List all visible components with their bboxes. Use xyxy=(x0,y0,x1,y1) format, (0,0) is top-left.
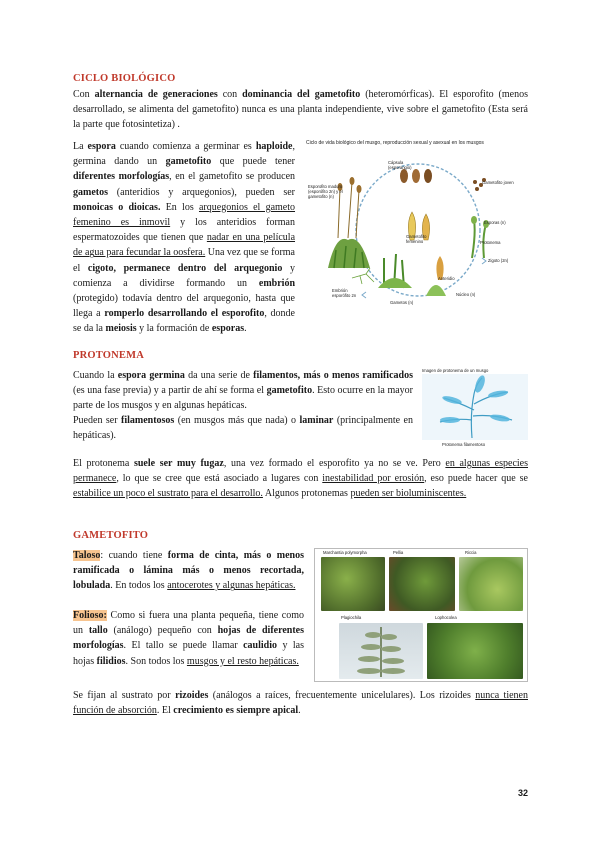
protonema-paragraph-2 xyxy=(73,413,413,443)
text-run: crecimiento es siempre apical xyxy=(173,705,299,717)
text-run: (análogos a raíces, frecuentemente unicelulares). Los rizoides xyxy=(208,690,476,701)
text-run: Folioso: xyxy=(73,610,107,621)
ciclo-body-paragraph xyxy=(73,139,295,337)
text-run: : cuando tiene xyxy=(100,550,168,561)
text-run: y las hojas xyxy=(73,640,304,667)
text-run: Taloso xyxy=(73,550,101,561)
text-run: Con xyxy=(73,89,95,100)
photo-caption: Riccia xyxy=(465,550,477,555)
text-run: musgos y el resto hepáticas. xyxy=(186,655,299,667)
text-run: Una vez que se forma el xyxy=(73,247,295,274)
gametophyte-photos xyxy=(314,548,528,682)
text-run: embrión xyxy=(258,277,295,289)
diagram-label: Zigoto (2n) xyxy=(488,258,509,263)
text-run: pueden ser bioluminiscentes. xyxy=(350,488,467,500)
text-run: espora germina xyxy=(117,370,185,381)
section-heading-ciclo: CICLO BIOLÓGICO xyxy=(73,73,176,84)
section-heading-protonema: PROTONEMA xyxy=(73,350,145,361)
photo-caption: Lophocolea xyxy=(435,615,457,620)
text-run: nunca tienen función de absorción xyxy=(73,690,528,717)
text-run: . Esto ocurre en la mayor parte de los musgos y en algunas hepáticas. xyxy=(73,385,413,412)
text-run: estabilice un poco el sustrato para el desarrollo. xyxy=(73,488,263,500)
text-run: . En todos los xyxy=(110,580,168,592)
ciclo-intro-paragraph xyxy=(73,87,528,133)
text-run: monoicas o dioicas. xyxy=(73,201,161,213)
text-run: rizoides xyxy=(175,690,209,701)
text-run: (es una fase previa) y a partir de ahí se forma el xyxy=(73,385,267,397)
text-run: romperlo desarrollando el esporofito xyxy=(104,308,265,320)
text-run: . El xyxy=(156,705,174,717)
leafy-photo-1 xyxy=(339,623,423,679)
text-run: . xyxy=(244,323,247,335)
thallose-photo-1 xyxy=(321,557,385,611)
text-run: , lo que se cree que está asociado a lugares con xyxy=(116,473,323,485)
text-run: que puede tener xyxy=(211,156,295,168)
text-run: y la formación de xyxy=(136,323,212,335)
leafy-plant-drawing xyxy=(339,623,423,679)
rizoides-paragraph xyxy=(73,688,528,718)
text-run: tallo xyxy=(88,625,108,637)
text-run: , en el gametofito se producen xyxy=(169,171,296,183)
text-run: , donde se da la xyxy=(73,308,295,335)
thallose-photo-2 xyxy=(389,557,455,611)
protonema-caption-top: Imagen de protonema de un musgo xyxy=(422,368,489,373)
text-run: cuando comienza a germinar es xyxy=(115,141,256,152)
text-run: cigoto, permanece dentro del arquegonio xyxy=(87,262,283,274)
text-run: Cuando la xyxy=(73,370,118,381)
text-run: . El tallo se puede llamar xyxy=(123,640,244,652)
text-run: filidios xyxy=(96,655,126,667)
text-run: (análogo) pequeño con xyxy=(107,625,218,637)
text-run: nadar en una película de agua para fecundar la oosfera. xyxy=(73,232,296,259)
diagram-label: Anteridio xyxy=(438,276,455,281)
text-run: Como si fuera una planta pequeña, tiene como un xyxy=(73,610,304,637)
diagram-label: Protonema xyxy=(480,240,501,245)
text-run: antocerotes y algunas hepáticas. xyxy=(167,580,296,592)
text-run: (protegido) todavía dentro del arquegonio, hasta que llega a xyxy=(73,293,295,320)
text-run: filamentosos xyxy=(120,415,175,426)
protonema-photo xyxy=(422,368,528,448)
text-run: forma de cinta, más o menos ramificada o lámina más o menos recortada, lobulada xyxy=(73,550,304,592)
text-run: Pueden ser xyxy=(73,415,121,426)
section-heading-gametofito: GAMETOFITO xyxy=(73,530,149,541)
text-run: alternancia de generaciones xyxy=(94,89,218,100)
photo-caption: Marchantia polymorpha xyxy=(323,550,367,555)
text-run: . xyxy=(298,705,301,717)
diagram-label: Gametofito joven xyxy=(482,180,514,185)
text-run: , germina dando un xyxy=(73,141,295,168)
text-run: , eso puede hacer que se xyxy=(424,473,528,485)
text-run: gametos xyxy=(73,186,108,198)
thallose-photo-3 xyxy=(459,557,523,611)
moss-life-cycle-diagram xyxy=(306,140,528,312)
text-run: gametofito xyxy=(266,385,313,397)
text-run: hojas de diferentes morfologías xyxy=(73,625,305,652)
text-run: inestabilidad por erosión xyxy=(322,473,425,485)
text-run: con xyxy=(217,89,243,100)
text-run: La xyxy=(73,141,88,152)
diagram-title: Ciclo de vida biológico del musgo, reproducción sexual y asexual en los musgos xyxy=(306,140,484,146)
text-run: . Son todos los xyxy=(125,655,187,667)
text-run: suele ser muy fugaz xyxy=(133,458,224,469)
text-run: da una serie de xyxy=(184,370,254,381)
text-run: arquegonios el gameto femenino es inmovil xyxy=(73,201,296,229)
photo-caption: Pellia xyxy=(393,550,404,555)
protonema-paragraph-1 xyxy=(73,368,413,414)
protonema-caption-bottom: Protonema filamentoso xyxy=(442,442,486,447)
page-number: 32 xyxy=(517,788,528,798)
text-run: (principalmente en hepáticas). xyxy=(73,415,413,442)
text-run: laminar xyxy=(299,415,334,426)
text-run: haploide xyxy=(255,141,293,152)
text-run: Algunos protonemas xyxy=(262,488,351,500)
text-run: (heteromórficas). El esporofito (menos desarrollado, se alimenta del gametofito) nunca es una planta independiente, vive sobre el gametofito (Esta será la parte que fotosintetiza) . xyxy=(73,89,528,131)
text-run: dominancia del gametofito xyxy=(242,89,361,100)
text-run: diferentes morfologías xyxy=(73,171,170,183)
photo-caption: Plagiochila xyxy=(341,615,362,620)
diagram-label: Esporas (n) xyxy=(484,220,506,225)
diagram-label: Núcleo (n) xyxy=(456,292,476,297)
diagram-label: Gametos (n) xyxy=(390,300,414,305)
folioso-paragraph xyxy=(73,608,304,669)
text-run: espora xyxy=(87,141,116,152)
text-run: y comienza a dividirse formando un xyxy=(73,262,296,289)
text-run: esporas xyxy=(211,323,245,335)
text-run: El protonema xyxy=(73,458,134,469)
text-run: meiosis xyxy=(105,323,137,335)
text-run: gametofito xyxy=(165,156,212,168)
text-run: Se fijan al sustrato por xyxy=(73,690,176,701)
protonema-paragraph-3 xyxy=(73,456,528,502)
protonema-image xyxy=(422,374,528,440)
diagram-label: Cápsula (esporangio) xyxy=(388,160,412,170)
taloso-paragraph xyxy=(73,548,304,594)
text-run: y los anteridios forman espermatozoides que tienen que xyxy=(73,217,295,244)
text-run: filamentos, más o menos ramificados xyxy=(253,370,413,381)
text-run: En los xyxy=(160,201,199,213)
text-run: (anteridios y arquegonios), pueden ser xyxy=(108,186,295,198)
diagram-label: Esporofito maduro (esporófito 2n) y el gametofito (n) xyxy=(308,184,343,199)
diagram-label: Gametofito femenino xyxy=(406,234,427,244)
diagram-label: Embrión esporófito 2n xyxy=(332,288,357,298)
leafy-photo-2 xyxy=(427,623,523,679)
text-run: , una vez formado el esporofito ya no se ve. Pero xyxy=(223,458,446,469)
text-run: (en musgos más que nada) o xyxy=(174,415,300,426)
text-run: caulidio xyxy=(243,640,277,652)
text-run: en algunas especies permanece xyxy=(73,458,528,485)
